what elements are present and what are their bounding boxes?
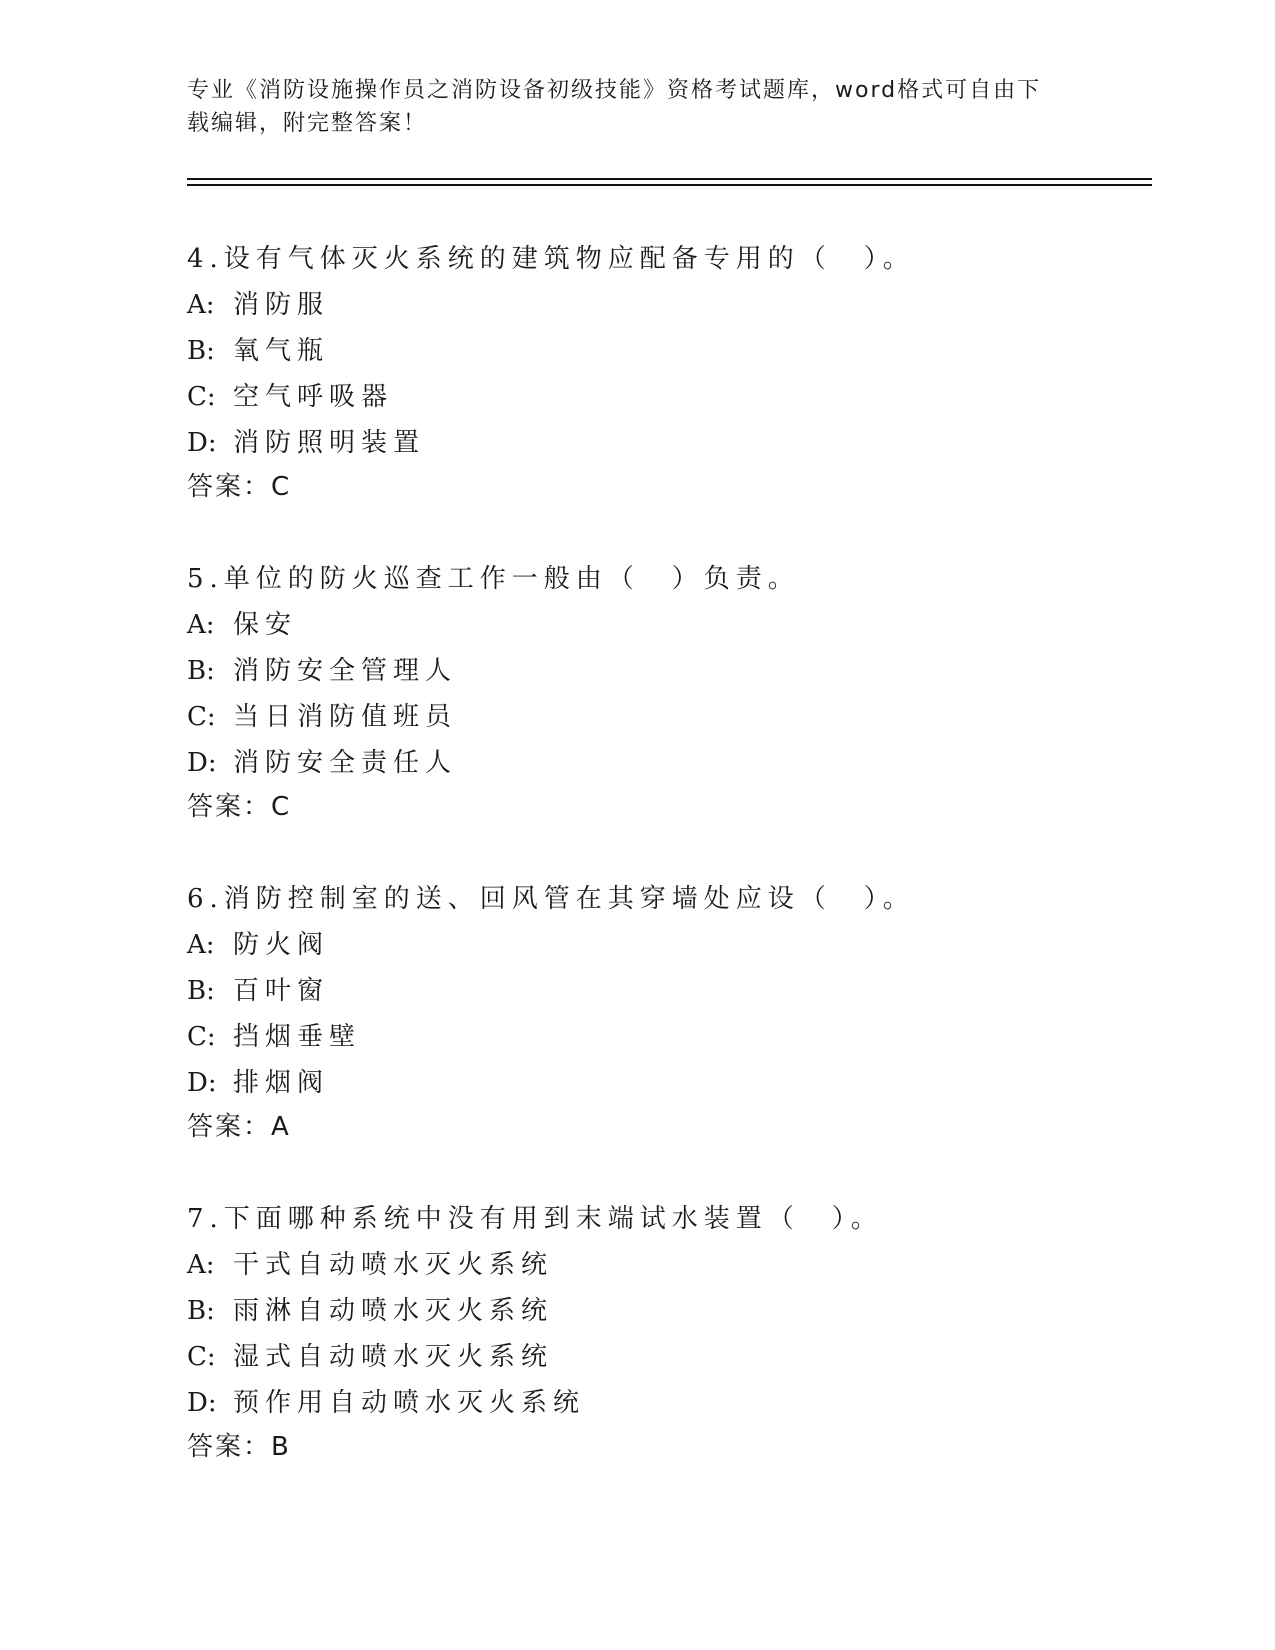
option-text: 百叶窗 <box>233 976 330 1006</box>
option-c <box>187 1334 1187 1380</box>
question-stem: 5.单位的防火巡查工作一般由（ ）负责。 <box>187 564 800 594</box>
option-a <box>187 602 1187 648</box>
option-text: 挡烟垂壁 <box>233 1022 362 1052</box>
question-5 <box>187 556 1187 830</box>
option-letter: A: <box>187 930 215 960</box>
option-text: 湿式自动喷水灭火系统 <box>233 1342 554 1372</box>
answer-value: C <box>271 472 292 502</box>
answer-label: 答案： <box>187 472 272 502</box>
answer-line <box>187 1104 1187 1150</box>
answer-line <box>187 464 1187 510</box>
option-text: 保安 <box>233 610 298 640</box>
answer-value: B <box>271 1432 291 1462</box>
option-a <box>187 922 1187 968</box>
option-text: 排烟阀 <box>233 1068 330 1098</box>
option-text: 氧气瓶 <box>233 336 330 366</box>
option-letter: A: <box>187 1250 215 1280</box>
option-b <box>187 968 1187 1014</box>
option-a <box>187 282 1187 328</box>
option-b <box>187 648 1187 694</box>
option-letter: D: <box>187 428 217 458</box>
option-c <box>187 1014 1187 1060</box>
option-text: 当日消防值班员 <box>233 702 458 732</box>
option-letter: B: <box>187 1296 215 1326</box>
question-stem: 4.设有气体灭火系统的建筑物应配备专用的（ ）。 <box>187 244 915 274</box>
option-text: 消防安全责任人 <box>233 748 458 778</box>
option-letter: B: <box>187 336 215 366</box>
option-text: 雨淋自动喷水灭火系统 <box>233 1296 554 1326</box>
question-6 <box>187 876 1187 1150</box>
option-text: 预作用自动喷水灭火系统 <box>233 1388 586 1418</box>
option-d <box>187 740 1187 786</box>
question-stem: 6.消防控制室的送、回风管在其穿墙处应设（ ）。 <box>187 884 915 914</box>
header-divider-bottom <box>187 184 1152 186</box>
option-letter: A: <box>187 610 215 640</box>
option-letter: B: <box>187 656 215 686</box>
question-7 <box>187 1196 1187 1470</box>
option-text: 空气呼吸器 <box>233 382 394 412</box>
option-text: 消防安全管理人 <box>233 656 458 686</box>
option-text: 防火阀 <box>233 930 330 960</box>
option-letter: C: <box>187 382 216 412</box>
option-text: 消防照明装置 <box>233 428 426 458</box>
option-letter: A: <box>187 290 215 320</box>
option-text: 干式自动喷水灭火系统 <box>233 1250 554 1280</box>
option-letter: D: <box>187 748 217 778</box>
option-c <box>187 374 1187 420</box>
answer-label: 答案： <box>187 1112 272 1142</box>
option-text: 消防服 <box>233 290 330 320</box>
answer-label: 答案： <box>187 792 272 822</box>
question-stem: 7.下面哪种系统中没有用到末端试水装置（ ）。 <box>187 1204 883 1234</box>
option-b <box>187 328 1187 374</box>
answer-line <box>187 784 1187 830</box>
option-c <box>187 694 1187 740</box>
option-d <box>187 1060 1187 1106</box>
option-d <box>187 420 1187 466</box>
option-letter: B: <box>187 976 215 1006</box>
option-letter: D: <box>187 1068 217 1098</box>
answer-value: A <box>271 1112 291 1142</box>
option-letter: C: <box>187 702 216 732</box>
header-line-2: 载编辑，附完整答案！ <box>187 111 428 136</box>
option-letter: C: <box>187 1022 216 1052</box>
header-divider-top <box>187 178 1152 180</box>
header-line-1: 专业《消防设施操作员之消防设备初级技能》资格考试题库，word格式可自由下 <box>187 78 1042 103</box>
answer-label: 答案： <box>187 1432 272 1462</box>
answer-value: C <box>271 792 292 822</box>
option-letter: C: <box>187 1342 216 1372</box>
option-b <box>187 1288 1187 1334</box>
option-letter: D: <box>187 1388 217 1418</box>
option-d <box>187 1380 1187 1426</box>
option-a <box>187 1242 1187 1288</box>
document-header <box>187 74 1087 140</box>
answer-line <box>187 1424 1187 1470</box>
question-4 <box>187 236 1187 510</box>
